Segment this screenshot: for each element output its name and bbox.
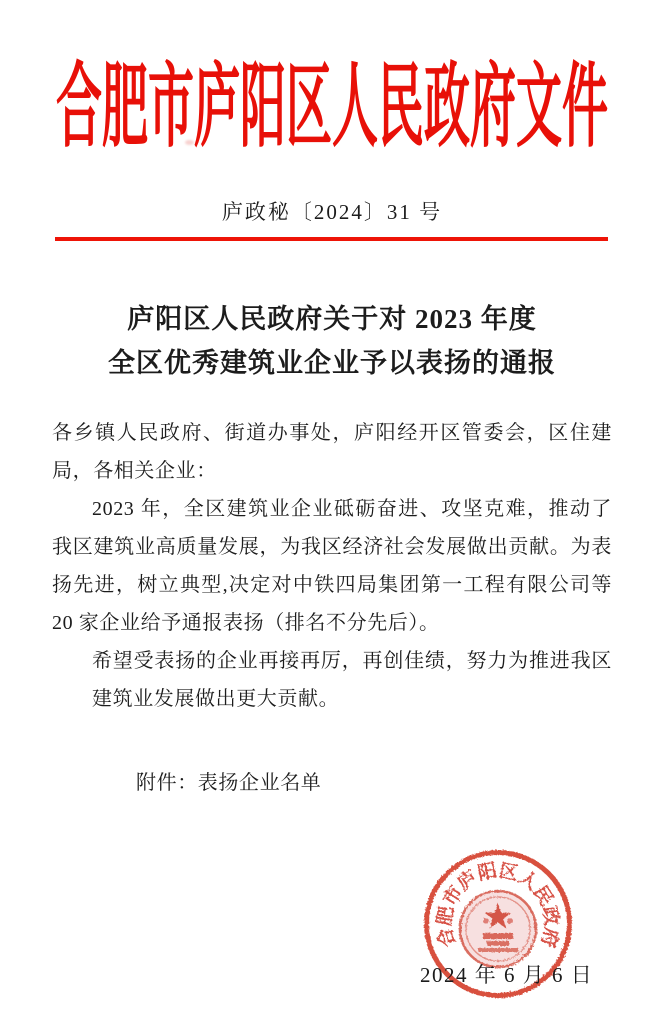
seal-text: 合肥市庐阳区人民政府 <box>434 860 562 949</box>
red-separator-line <box>55 237 608 241</box>
date-line: 2024 年 6 月 6 日 <box>420 963 594 987</box>
doc-title-line1: 庐阳区人民政府关于对 2023 年度 <box>127 304 537 334</box>
body-text <box>52 414 612 718</box>
paragraph-1: 2023 年，全区建筑业企业砥砺奋进、攻坚克难，推动了我区建筑业高质量发展，为我区经济社会发展做出贡献。为表扬先进，树立典型,决定对中铁四局集团第一工程有限公司等 20 家企业给予通报表扬（排名不分先后）。 <box>52 498 612 634</box>
attachment-line: 附件：表扬企业名单 <box>136 772 322 794</box>
doc-title <box>0 297 664 385</box>
national-emblem-icon <box>460 891 536 967</box>
letterhead-title: 合肥市庐阳区人民政府文件 <box>56 56 608 158</box>
salutation: 各乡镇人民政府、街道办事处，庐阳经开区管委会，区住建局，各相关企业： <box>52 422 612 482</box>
doc-number: 庐政秘〔2024〕31 号 <box>221 200 443 224</box>
scan-smudge <box>185 140 194 145</box>
paragraph-2: 希望受表扬的企业再接再厉，再创佳绩，努力为推进我区建筑业发展做出更大贡献。 <box>92 650 612 710</box>
letterhead <box>0 34 664 158</box>
doc-title-line2: 全区优秀建筑业企业予以表扬的通报 <box>108 348 556 378</box>
